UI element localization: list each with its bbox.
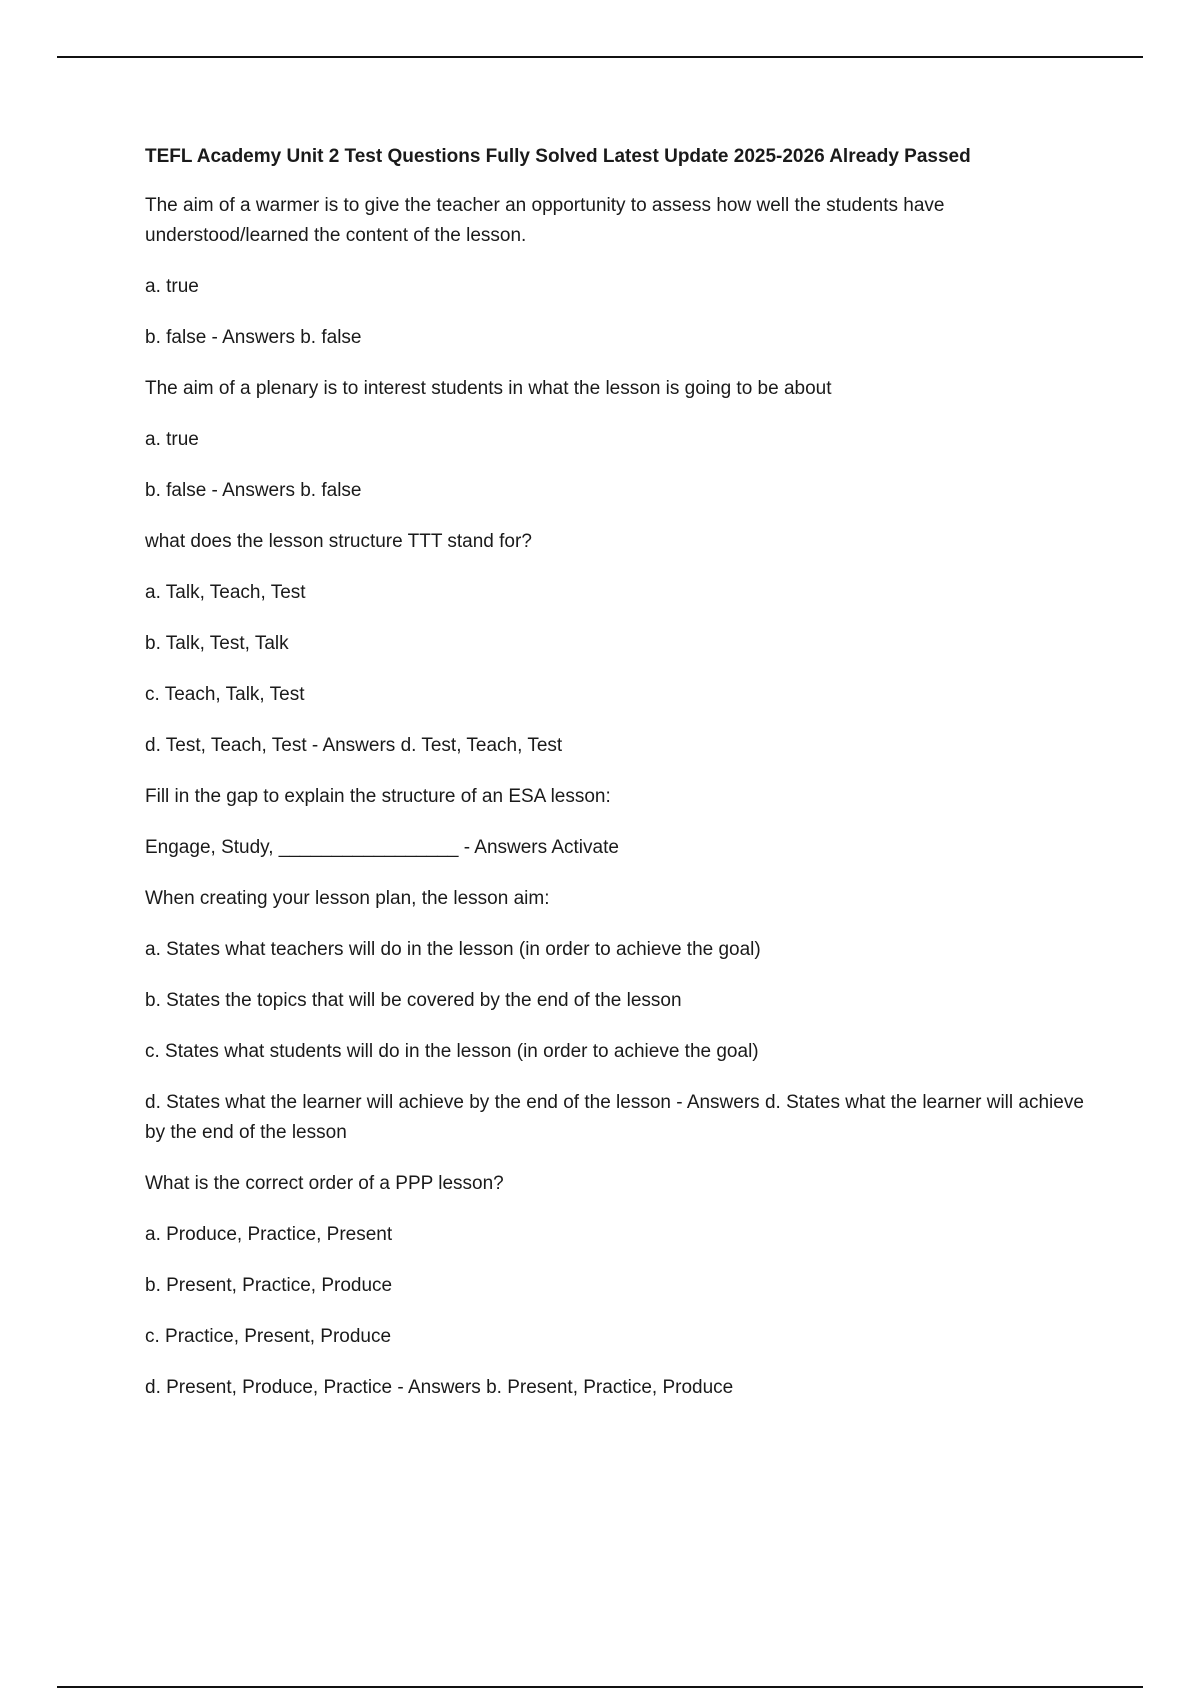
question-2-text: The aim of a plenary is to interest students in what the lesson is going to be about: [145, 378, 832, 399]
top-divider: [57, 56, 1143, 58]
question-2-option-a: a. true: [145, 429, 199, 450]
document-body: [145, 143, 1085, 1424]
question-1-option-b-answer: b. false - Answers b. false: [145, 327, 362, 348]
question-6-option-d-answer: d. Present, Produce, Practice - Answers b. Present, Practice, Produce: [145, 1377, 734, 1398]
question-5-option-c: c. States what students will do in the lesson (in order to achieve the goal): [145, 1041, 759, 1062]
question-3-option-a: a. Talk, Teach, Test: [145, 582, 306, 603]
question-6-option-c: c. Practice, Present, Produce: [145, 1326, 392, 1347]
bottom-divider: [57, 1686, 1143, 1688]
question-2-option-b-answer: b. false - Answers b. false: [145, 480, 362, 501]
question-6-option-a: a. Produce, Practice, Present: [145, 1224, 393, 1245]
question-3-option-c: c. Teach, Talk, Test: [145, 684, 305, 705]
question-3-option-d-answer: d. Test, Teach, Test - Answers d. Test, Teach, Test: [145, 735, 563, 756]
question-6-text: What is the correct order of a PPP lesson?: [145, 1173, 504, 1194]
question-3-text: what does the lesson structure TTT stand for?: [145, 531, 532, 552]
question-5-option-a: a. States what teachers will do in the lesson (in order to achieve the goal): [145, 939, 761, 960]
question-5-option-d-answer: d. States what the learner will achieve by the end of the lesson - Answers d. States what the learner will achieve by the end of the lesson: [145, 1092, 1084, 1143]
question-6-option-b: b. Present, Practice, Produce: [145, 1275, 393, 1296]
question-1-text: The aim of a warmer is to give the teacher an opportunity to assess how well the students have understood/learned the content of the lesson.: [145, 195, 945, 246]
question-1-option-a: a. true: [145, 276, 199, 297]
question-4-text: Fill in the gap to explain the structure of an ESA lesson:: [145, 786, 611, 807]
question-5-text: When creating your lesson plan, the lesson aim:: [145, 888, 550, 909]
question-5-option-b: b. States the topics that will be covered by the end of the lesson: [145, 990, 682, 1011]
question-4-gap-answer: Engage, Study, _________________ - Answers Activate: [145, 837, 619, 858]
question-3-option-b: b. Talk, Test, Talk: [145, 633, 289, 654]
document-title: TEFL Academy Unit 2 Test Questions Fully Solved Latest Update 2025-2026 Already Passed: [145, 146, 971, 167]
